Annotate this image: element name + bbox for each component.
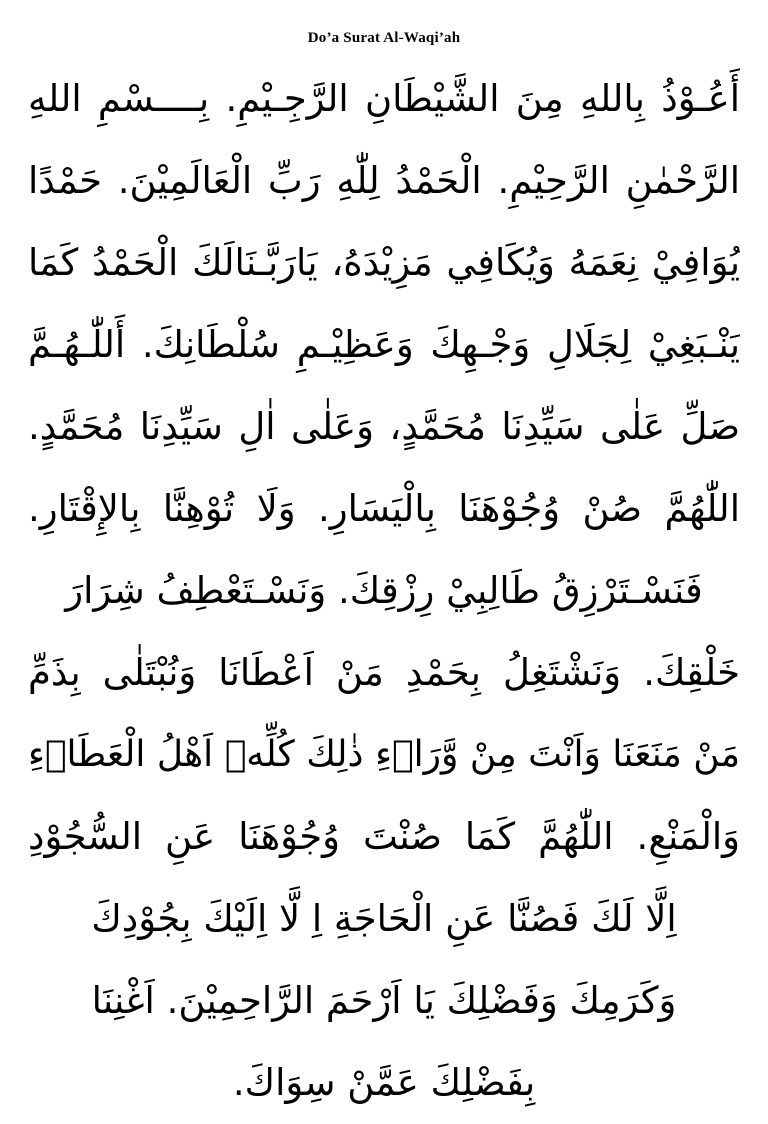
prayer-line: فَنَسْـتَرْزِقُ طَالِبِيْ رِزْقِكَ. وَنَسْـتَعْطِفُ شِرَارَ bbox=[65, 569, 703, 612]
prayer-line: مَنْ مَنَعَنَا وَاَنْتَ مِنْ وَّرَاۤءِ ذٰلِكَ كُلِّهٖ اَهْلُ الْعَطَاۤءِ bbox=[28, 734, 740, 775]
prayer-line: خَلْقِكَ. وَنَشْتَغِلُ بِحَمْدِ مَنْ اَعْطَانَا وَنُبْتَلٰى بِذَمِّ bbox=[28, 651, 740, 694]
prayer-line: صَلِّ عَلٰى سَيِّدِنَا مُحَمَّدٍ، وَعَلٰى اٰلِ سَيِّدِنَا مُحَمَّدٍ. bbox=[28, 405, 740, 448]
prayer-line: الرَّحْمٰنِ الرَّحِيْمِ. الْحَمْدُ لِلّٰهِ رَبِّ الْعَالَمِيْنَ. حَمْدًا bbox=[28, 159, 740, 202]
prayer-line: أَعُـوْذُ بِاللهِ مِنَ الشَّيْطَانِ الرَّجِـيْمِ. بِــــسْمِ اللهِ bbox=[28, 77, 740, 120]
prayer-line: اِلَّا لَكَ فَصُنَّا عَنِ الْحَاجَةِ اِ لَّا اِلَيْكَ بِجُوْدِكَ bbox=[91, 897, 677, 940]
prayer-text-block bbox=[28, 58, 740, 1124]
prayer-line: يُوَافِيْ نِعَمَهُ وَيُكَافِي مَزِيْدَهُ، يَارَبَّـنَالَكَ الْحَمْدُ كَمَا bbox=[28, 241, 740, 284]
prayer-line: وَالْمَنْعِ. اللّٰهُمَّ كَمَا صُنْتَ وُجُوْهَنَا عَنِ السُّجُوْدِ bbox=[28, 815, 740, 858]
prayer-line: يَنْـبَغِيْ لِجَلَالِ وَجْـهِكَ وَعَظِيْـمِ سُلْطَانِكَ. أَللّٰـهُـمَّ bbox=[28, 323, 740, 366]
prayer-line: وَكَرَمِكَ وَفَضْلِكَ يَا اَرْحَمَ الرَّاحِمِيْنَ. اَغْنِنَا bbox=[91, 979, 677, 1022]
document-title: Do’a Surat Al-Waqi’ah bbox=[307, 30, 461, 46]
prayer-line: اللّٰهُمَّ صُنْ وُجُوْهَنَا بِالْيَسَارِ. وَلَا تُوْهِنَّا بِالإِقْتَارِ. bbox=[28, 487, 740, 530]
prayer-line: بِفَضْلِكَ عَمَّنْ سِوَاكَ. bbox=[232, 1061, 536, 1104]
